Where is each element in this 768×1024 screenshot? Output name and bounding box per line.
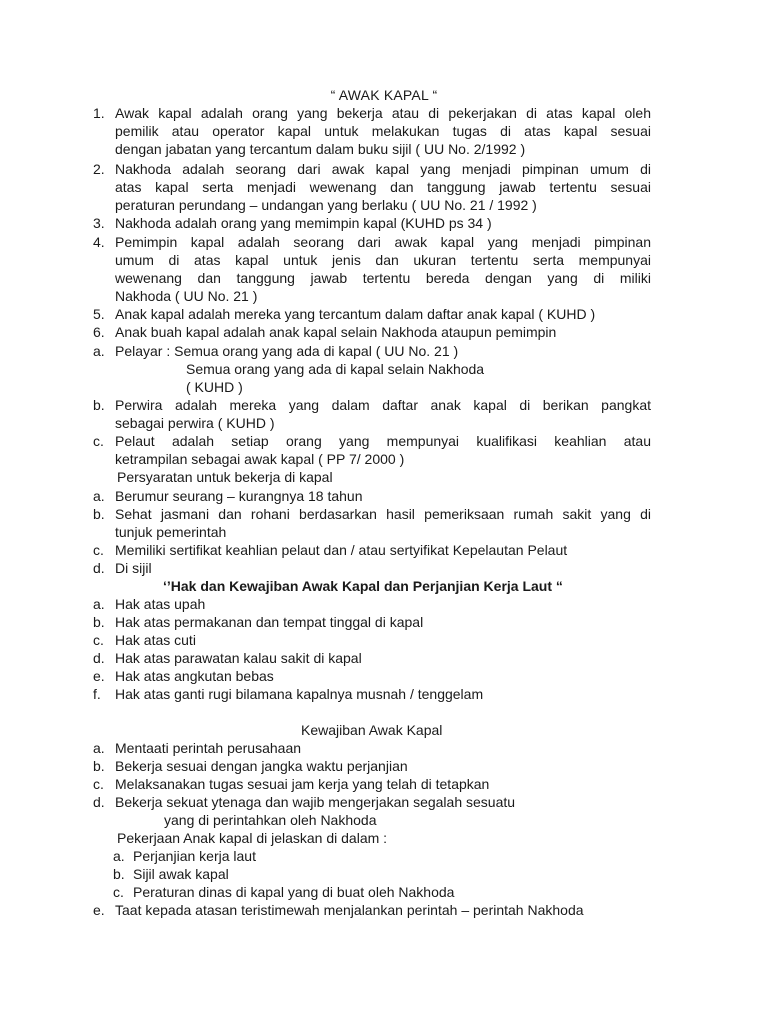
definition-text: Pelayar : Semua orang yang ada di kapal ( UU No. 21 )	[115, 343, 459, 359]
list-item-continuation	[0, 287, 768, 305]
list-marker: b.	[93, 506, 105, 522]
list-marker: a.	[93, 343, 105, 359]
list-text: Taat kepada atasan teristimewah menjalankan perintah – perintah Nakhoda	[115, 902, 584, 918]
definition-text: Perwira adalah mereka yang dalam daftar anak kapal di berikan pangkat	[115, 397, 651, 413]
list-item	[0, 505, 768, 523]
list-text: Pemimpin kapal adalah seorang dari awak kapal yang menjadi pimpinan	[115, 234, 651, 250]
definition-item	[0, 432, 768, 450]
list-text: Anak kapal adalah mereka yang tercantum dalam daftar anak kapal ( KUHD )	[115, 306, 596, 322]
definition-text: sebagai perwira ( KUHD )	[115, 415, 275, 431]
definition-continuation	[0, 378, 768, 396]
list-marker: b.	[93, 614, 105, 630]
list-item	[0, 160, 768, 178]
list-item-continuation	[0, 196, 768, 214]
list-text: umum di atas kapal untuk jenis dan ukuran tertentu serta mempunyai	[115, 252, 651, 268]
list-text: Peraturan dinas di kapal yang di buat oleh Nakhoda	[133, 884, 455, 900]
title-text: “ AWAK KAPAL “	[330, 87, 438, 103]
heading-text: Pekerjaan Anak kapal di jelaskan di dalam :	[117, 830, 388, 846]
list-marker: b.	[93, 758, 105, 774]
list-marker: d.	[93, 560, 105, 576]
heading-text: Persyaratan untuk bekerja di kapal	[117, 469, 333, 485]
list-item	[0, 323, 768, 341]
list-text: Hak atas parawatan kalau sakit di kapal	[115, 650, 362, 666]
list-item-continuation	[0, 178, 768, 196]
requirements-heading	[0, 468, 768, 486]
sub-heading	[0, 829, 768, 847]
list-text: pemilik atau operator kapal untuk melakukan tugas di atas kapal sesuai	[115, 123, 651, 139]
sub-list-item	[0, 865, 768, 883]
list-text: yang di perintahkan oleh Nakhoda	[164, 812, 377, 828]
list-marker: a.	[93, 596, 105, 612]
list-text: Memiliki sertifikat keahlian pelaut dan / atau sertyifikat Kepelautan Pelaut	[115, 542, 568, 558]
list-marker: 5.	[93, 306, 105, 322]
list-item	[0, 685, 768, 703]
list-marker: f.	[93, 686, 101, 702]
list-item	[0, 757, 768, 775]
list-item-continuation	[0, 269, 768, 287]
list-item	[0, 595, 768, 613]
heading-text: Kewajiban Awak Kapal	[301, 722, 443, 738]
definition-item	[0, 396, 768, 414]
list-item	[0, 793, 768, 811]
list-item	[0, 667, 768, 685]
list-item-continuation	[0, 811, 768, 829]
list-marker: a.	[93, 740, 105, 756]
list-text: Nakhoda adalah orang yang memimpin kapal (KUHD ps 34 )	[115, 215, 492, 231]
list-item	[0, 613, 768, 631]
list-text: Hak atas ganti rugi bilamana kapalnya musnah / tenggelam	[115, 686, 484, 702]
list-text: Bekerja sesuai dengan jangka waktu perjanjian	[115, 758, 408, 774]
duties-heading	[0, 721, 768, 739]
list-text: Nakhoda ( UU No. 21 )	[115, 288, 258, 304]
list-text: Perjanjian kerja laut	[133, 848, 256, 864]
list-marker: e.	[93, 902, 105, 918]
list-item-continuation	[0, 251, 768, 269]
list-item	[0, 104, 768, 122]
list-item-continuation	[0, 122, 768, 140]
heading-text: ‘’Hak dan Kewajiban Awak Kapal dan Perjanjian Kerja Laut “	[163, 578, 563, 594]
list-item	[0, 631, 768, 649]
list-item	[0, 487, 768, 505]
document-title	[0, 86, 768, 104]
definition-text: ( KUHD )	[186, 379, 243, 395]
definition-text: Pelaut adalah setiap orang yang mempunyai kualifikasi keahlian atau	[115, 433, 651, 449]
list-item	[0, 541, 768, 559]
list-text: Mentaati perintah perusahaan	[115, 740, 302, 756]
definition-text: ketrampilan sebagai awak kapal ( PP 7/ 2000 )	[115, 451, 405, 467]
definition-continuation	[0, 360, 768, 378]
list-text: Hak atas angkutan bebas	[115, 668, 274, 684]
list-text: Bekerja sekuat ytenaga dan wajib mengerjakan segalah sesuatu	[115, 794, 516, 810]
list-text: Hak atas permakanan dan tempat tinggal di kapal	[115, 614, 424, 630]
list-marker: b.	[113, 866, 125, 882]
list-text: Hak atas cuti	[115, 632, 196, 648]
list-text: peraturan perundang – undangan yang berlaku ( UU No. 21 / 1992 )	[115, 197, 537, 213]
list-item	[0, 649, 768, 667]
list-text: dengan jabatan yang tercantum dalam buku sijil ( UU No. 2/1992 )	[115, 141, 526, 157]
list-text: Berumur seurang – kurangnya 18 tahun	[115, 488, 363, 504]
definition-continuation	[0, 450, 768, 468]
sub-list-item	[0, 847, 768, 865]
list-marker: 1.	[93, 105, 105, 121]
definition-item	[0, 342, 768, 360]
list-text: Sehat jasmani dan rohani berdasarkan hasil pemeriksaan rumah sakit yang di	[115, 506, 651, 522]
list-item	[0, 775, 768, 793]
list-marker: 2.	[93, 161, 105, 177]
list-marker: a.	[93, 488, 105, 504]
list-marker: 3.	[93, 215, 105, 231]
list-text: tunjuk pemerintah	[115, 524, 227, 540]
sub-list-item	[0, 883, 768, 901]
list-marker: d.	[93, 794, 105, 810]
list-text: Awak kapal adalah orang yang bekerja atau di pekerjakan di atas kapal oleh	[115, 105, 651, 121]
list-marker: c.	[93, 632, 104, 648]
list-text: Sijil awak kapal	[133, 866, 229, 882]
list-text: Nakhoda adalah seorang dari awak kapal yang menjadi pimpinan umum di	[115, 161, 651, 177]
list-marker: c.	[93, 433, 104, 449]
list-item	[0, 559, 768, 577]
list-marker: a.	[113, 848, 125, 864]
list-item-continuation	[0, 140, 768, 158]
rights-heading	[0, 577, 768, 595]
definition-text: Semua orang yang ada di kapal selain Nakhoda	[186, 361, 485, 377]
definition-continuation	[0, 414, 768, 432]
list-item-continuation	[0, 523, 768, 541]
list-text: wewenang dan tanggung jawab tertentu bereda dengan yang di miliki	[115, 270, 651, 286]
list-item	[0, 233, 768, 251]
list-marker: 6.	[93, 324, 105, 340]
list-text: Melaksanakan tugas sesuai jam kerja yang telah di tetapkan	[115, 776, 490, 792]
list-marker: b.	[93, 397, 105, 413]
list-marker: d.	[93, 650, 105, 666]
list-text: Anak buah kapal adalah anak kapal selain Nakhoda ataupun pemimpin	[115, 324, 557, 340]
list-marker: 4.	[93, 234, 105, 250]
list-marker: e.	[93, 668, 105, 684]
list-text: atas kapal serta menjadi wewenang dan tanggung jawab tertentu sesuai	[115, 179, 651, 195]
list-item	[0, 305, 768, 323]
list-marker: c.	[113, 884, 124, 900]
list-item	[0, 214, 768, 232]
list-item	[0, 901, 768, 919]
list-marker: c.	[93, 776, 104, 792]
list-text: Di sijil	[115, 560, 152, 576]
list-text: Hak atas upah	[115, 596, 206, 612]
list-item	[0, 739, 768, 757]
list-marker: c.	[93, 542, 104, 558]
